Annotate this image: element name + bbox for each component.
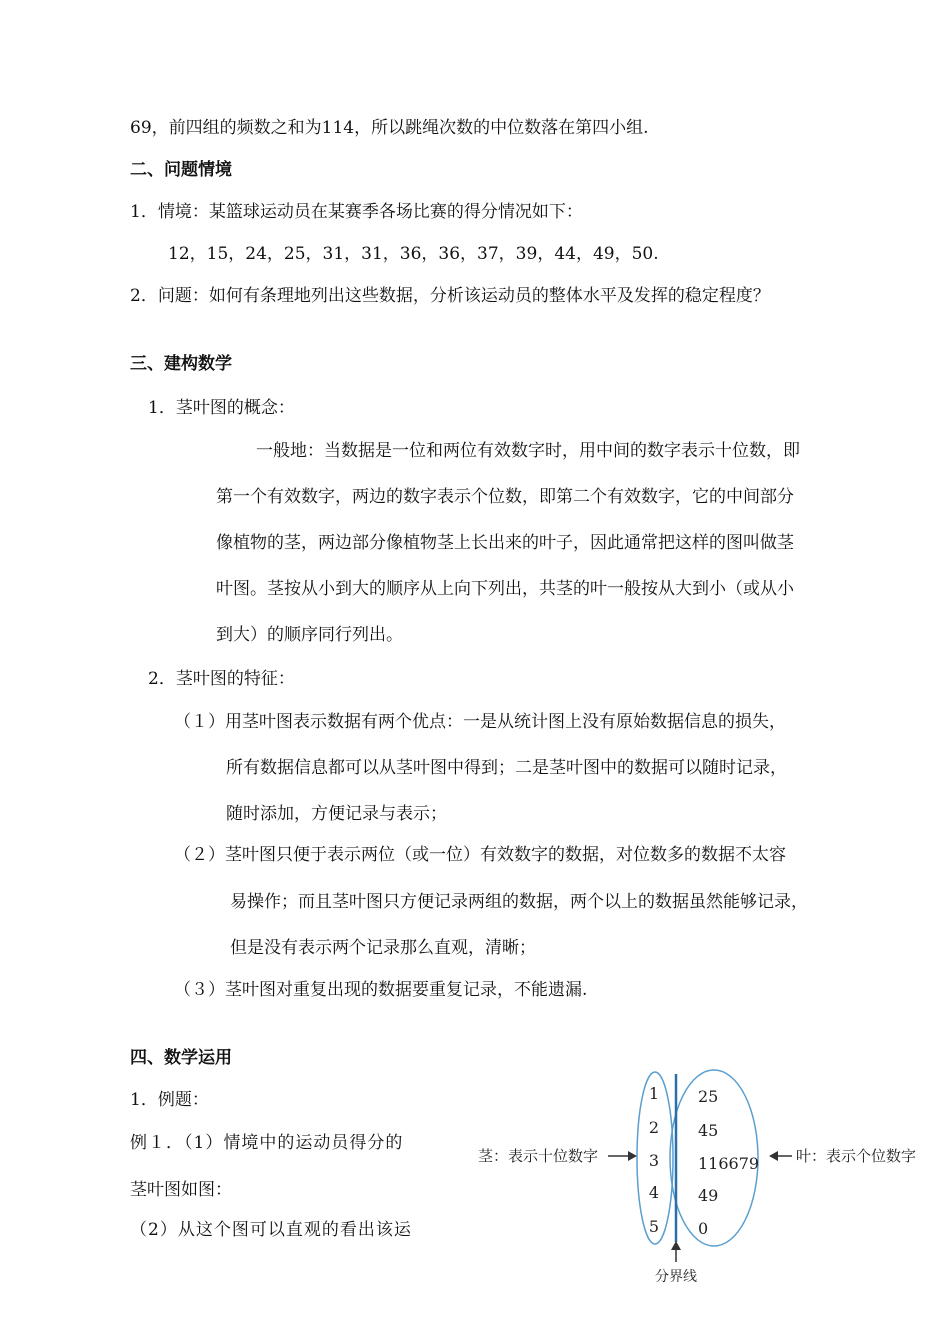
divider-label: 分界线 [655,1269,697,1285]
feature-2-line: （２）茎叶图只便于表示两位（或一位）有效数字的数据，对位数多的数据不太容 [174,845,786,865]
section-heading-3: 三、建构数学 [130,354,232,374]
section-heading-4: 四、数学运用 [130,1048,232,1068]
divider-arrow-icon [671,1241,681,1250]
concept-line: 到大）的顺序同行列出。 [216,625,403,645]
stem-digit: 3 [648,1151,660,1170]
score-data-line: 12，15，24，25，31，31，36，36，37，39，44，49，50. [168,244,659,264]
stem-label: 茎：表示十位数字 [478,1147,599,1165]
feature-1-line: 所有数据信息都可以从茎叶图中得到；二是茎叶图中的数据可以随时记录， [226,758,787,778]
concept-title: 1．茎叶图的概念： [148,398,295,418]
leaf-label: 叶：表示个位数字 [796,1147,917,1165]
example-line: 茎叶图如图： [130,1180,232,1200]
leaf-digits: 116679 [698,1154,760,1173]
feature-2-line: 易操作；而且茎叶图只方便记录两组的数据，两个以上的数据虽然能够记录， [230,892,808,912]
leaf-digits: 25 [698,1087,719,1106]
feature-3-line: （３）茎叶图对重复出现的数据要重复记录，不能遗漏. [174,980,588,1000]
question-item: 2．问题：如何有条理地列出这些数据，分析该运动员的整体水平及发挥的稳定程度？ [130,286,770,306]
feature-1-line: 随时添加，方便记录与表示； [226,804,447,824]
leaf-digits: 0 [698,1219,709,1238]
section-heading-2: 二、问题情境 [130,160,232,180]
intro-text: 69，前四组的频数之和为114，所以跳绳次数的中位数落在第四小组. [130,118,649,138]
concept-line: 第一个有效数字，两边的数字表示个位数，即第二个有效数字，它的中间部分 [216,487,794,507]
stem-digit: 4 [648,1183,660,1202]
leaf-digits: 45 [698,1121,719,1140]
feature-1-line: （１）用茎叶图表示数据有两个优点：一是从统计图上没有原始数据信息的损失， [174,712,786,732]
feature-2-line: 但是没有表示两个记录那么直观，清晰； [230,938,536,958]
feature-title: 2．茎叶图的特征： [148,669,295,689]
stem-digit: 2 [648,1118,660,1137]
concept-line: 叶图。茎按从小到大的顺序从上向下列出，共茎的叶一般按从大到小（或从小 [216,579,794,599]
stem-arrow-icon [628,1151,637,1161]
stem-digit: 1 [648,1084,660,1103]
example-line: 例１．（1）情境中的运动员得分的 [130,1133,404,1153]
concept-line: 一般地：当数据是一位和两位有效数字时，用中间的数字表示十位数，即 [256,441,800,461]
situation-item: 1．情境：某篮球运动员在某赛季各场比赛的得分情况如下： [130,202,583,222]
example-line: （2）从这个图可以直观的看出该运 [130,1220,412,1240]
stem-leaf-diagram [470,1062,940,1292]
leaf-digits: 49 [698,1186,719,1205]
example-item: 1．例题： [130,1090,209,1110]
stem-digit: 5 [648,1217,660,1236]
concept-line: 像植物的茎，两边部分像植物茎上长出来的叶子，因此通常把这样的图叫做茎 [216,533,794,553]
